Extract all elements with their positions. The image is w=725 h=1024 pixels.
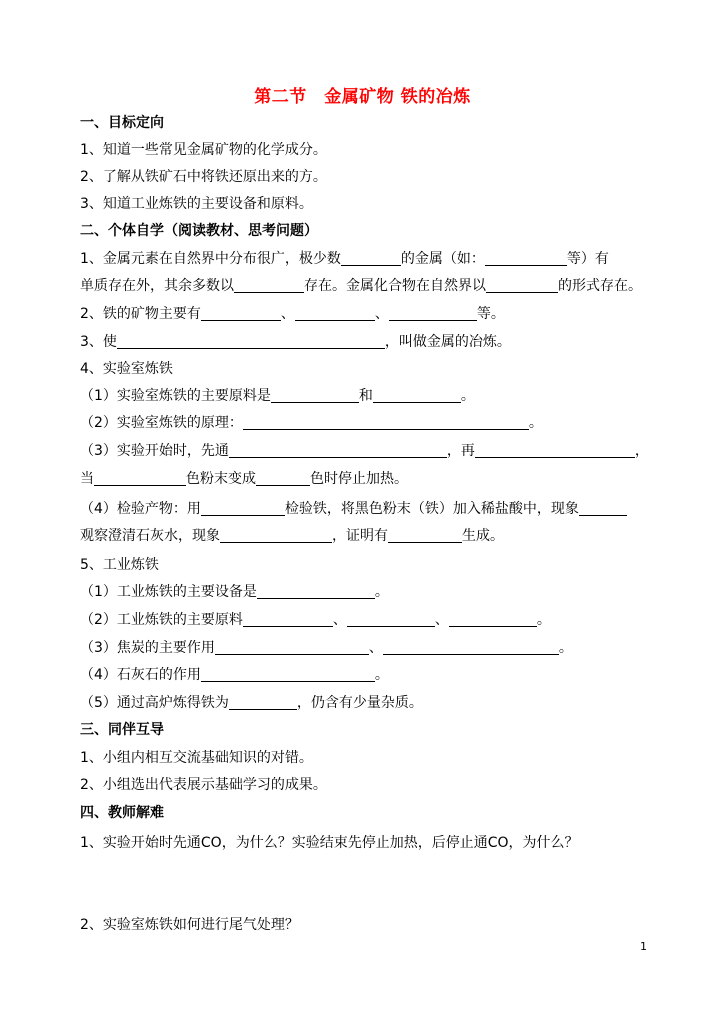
q4-3-text-c: ， — [634, 443, 649, 459]
question-4-4-line-1 — [80, 500, 627, 518]
section-heading-teacher: 四、教师解难 — [80, 805, 164, 821]
answer-blank[interactable] — [383, 640, 559, 655]
question-5-1 — [80, 583, 389, 601]
q3-text-a: 3、使 — [80, 334, 117, 350]
q1-text-f: 的形式存在。 — [558, 278, 642, 294]
q4-1-text-c: 。 — [460, 388, 475, 404]
q4-3-text-b: ，再 — [446, 443, 475, 459]
answer-blank[interactable] — [220, 528, 332, 543]
answer-blank[interactable] — [295, 306, 375, 321]
q5-2-text-a: （2）工业炼铁的主要原料 — [80, 612, 243, 628]
question-5-heading: 5、工业炼铁 — [80, 557, 159, 573]
answer-blank[interactable] — [243, 415, 529, 430]
q1-text-b: 的金属（如： — [400, 251, 485, 267]
question-4-3-line-1 — [80, 442, 649, 460]
q4-3-text-f: 色时停止加热。 — [310, 471, 408, 487]
answer-blank[interactable] — [256, 471, 310, 486]
answer-blank[interactable] — [388, 528, 462, 543]
question-4-1 — [80, 387, 475, 405]
separator: 、 — [332, 612, 347, 628]
q4-3-text-a: （3）实验开始时，先通 — [80, 443, 229, 459]
question-4-2 — [80, 414, 543, 432]
q5-4-text-b: 。 — [374, 667, 389, 683]
teacher-question-2: 2、实验室炼铁如何进行尾气处理？ — [80, 917, 299, 933]
question-3 — [80, 333, 511, 351]
goal-item-3: 3、知道工业炼铁的主要设备和原料。 — [80, 196, 313, 212]
answer-blank[interactable] — [485, 251, 567, 266]
answer-blank[interactable] — [389, 306, 477, 321]
q5-1-text-a: （1）工业炼铁的主要设备是 — [80, 584, 257, 600]
answer-blank[interactable] — [201, 667, 375, 682]
q5-3-text-a: （3）焦炭的主要作用 — [80, 640, 215, 656]
q5-4-text-a: （4）石灰石的作用 — [80, 667, 201, 683]
q5-2-text-end: 。 — [536, 612, 551, 628]
q4-1-text-b: 和 — [358, 388, 373, 404]
q1-text-d: 单质存在外，其余多数以 — [80, 278, 234, 294]
answer-blank[interactable] — [271, 388, 359, 403]
answer-blank[interactable] — [229, 443, 447, 458]
q1-text-a: 1、金属元素在自然界中分布很广，极少数 — [80, 251, 341, 267]
q2-text-end: 等。 — [476, 306, 505, 322]
separator: 、 — [434, 612, 449, 628]
page-title: 第二节 金属矿物 铁的冶炼 — [254, 87, 471, 107]
question-5-4 — [80, 666, 389, 684]
q4-4-text-a: （4）检验产物：用 — [80, 501, 201, 517]
answer-blank[interactable] — [94, 471, 186, 486]
answer-blank[interactable] — [117, 334, 385, 349]
question-1-line-1 — [80, 250, 609, 268]
answer-blank[interactable] — [449, 612, 537, 627]
answer-blank[interactable] — [215, 640, 369, 655]
goal-item-1: 1、知道一些常见金属矿物的化学成分。 — [80, 142, 327, 158]
answer-blank[interactable] — [243, 612, 333, 627]
q5-1-text-b: 。 — [374, 584, 389, 600]
section-heading-self-study: 二、个体自学（阅读教材、思考问题） — [80, 223, 318, 239]
q4-3-text-d: 当 — [80, 471, 94, 487]
section-heading-goals: 一、目标定向 — [80, 115, 164, 131]
goal-item-2: 2、了解从铁矿石中将铁还原出来的方。 — [80, 169, 327, 185]
teacher-question-1: 1、实验开始时先通CO，为什么？实验结束先停止加热，后停止通CO，为什么？ — [80, 835, 579, 851]
q4-2-text-b: 。 — [528, 415, 543, 431]
answer-blank[interactable] — [347, 612, 435, 627]
separator: 、 — [280, 306, 295, 322]
peer-item-2: 2、小组选出代表展示基础学习的成果。 — [80, 777, 327, 793]
q4-1-text-a: （1）实验室炼铁的主要原料是 — [80, 388, 271, 404]
q5-3-text-end: 。 — [558, 640, 573, 656]
peer-item-1: 1、小组内相互交流基础知识的对错。 — [80, 750, 313, 766]
question-4-heading: 4、实验室炼铁 — [80, 361, 173, 377]
answer-blank[interactable] — [201, 501, 285, 516]
q1-text-c: 等）有 — [566, 251, 609, 267]
question-1-line-2 — [80, 277, 642, 295]
separator: 、 — [368, 640, 383, 656]
section-heading-peer-guidance: 三、同伴互导 — [80, 722, 164, 738]
q4-4-text-d: ，证明有 — [332, 528, 388, 544]
q2-text-a: 2、铁的矿物主要有 — [80, 306, 201, 322]
answer-blank[interactable] — [579, 501, 627, 516]
answer-blank[interactable] — [234, 278, 304, 293]
question-4-4-line-2 — [80, 527, 504, 545]
q3-text-b: ，叫做金属的冶炼。 — [384, 334, 511, 350]
question-5-2 — [80, 611, 551, 629]
question-4-3-line-2 — [80, 470, 408, 488]
q4-4-text-b: 检验铁，将黑色粉末（铁）加入稀盐酸中，现象 — [284, 501, 579, 517]
answer-blank[interactable] — [475, 443, 635, 458]
answer-blank[interactable] — [486, 278, 558, 293]
q4-2-text-a: （2）实验室炼铁的原理： — [80, 415, 243, 431]
q5-5-text-b: ，仍含有少量杂质。 — [296, 695, 423, 711]
answer-blank[interactable] — [257, 584, 375, 599]
question-2 — [80, 305, 505, 323]
question-5-3 — [80, 639, 573, 657]
q1-text-e: 存在。金属化合物在自然界以 — [304, 278, 486, 294]
answer-blank[interactable] — [229, 695, 297, 710]
answer-blank[interactable] — [341, 251, 401, 266]
q5-5-text-a: （5）通过高炉炼得铁为 — [80, 695, 229, 711]
separator: 、 — [374, 306, 389, 322]
q4-3-text-e: 色粉末变成 — [186, 471, 256, 487]
q4-4-text-c: 观察澄清石灰水，现象 — [80, 528, 220, 544]
question-5-5 — [80, 694, 423, 712]
q4-4-text-e: 生成。 — [462, 528, 504, 544]
answer-blank[interactable] — [201, 306, 281, 321]
answer-blank[interactable] — [373, 388, 461, 403]
page-number: 1 — [640, 940, 647, 953]
